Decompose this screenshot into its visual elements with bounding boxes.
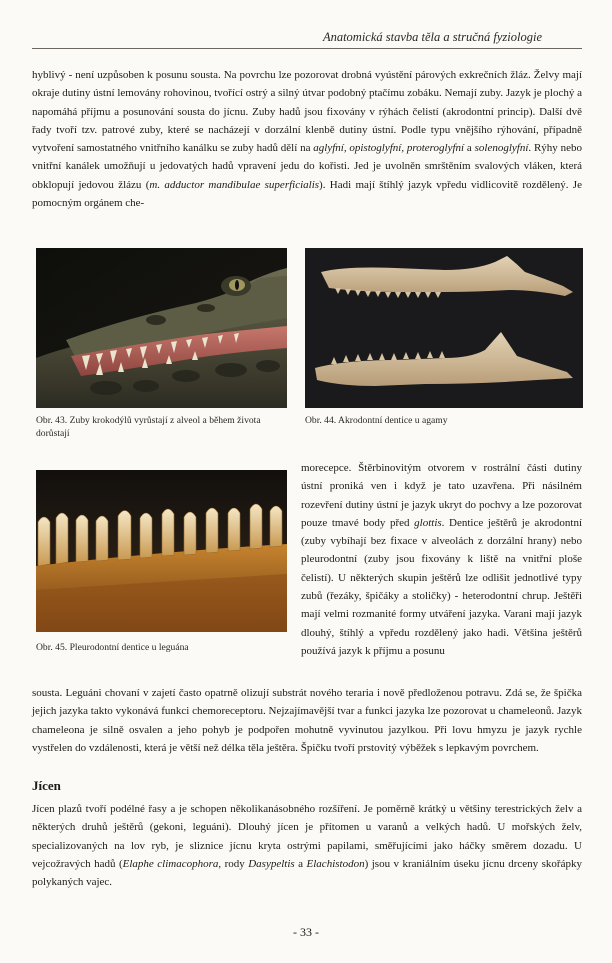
paragraph-leguani: sousta. Leguáni chovaní v zajetí často opatrně olizují substrát nového teraria i nově předloženou potravu. Zdá se, že špička jejich jazyka takto vykonává funkci chemoreceptoru. Nejzajímavější tvar a funkci jazyka lze pozorovat u chameleonů. Jazyk chameleona je silně osvalen a jeho pohyb je podpořen mohutně vyvinutou jazylkou. Při lovu hmyzu je jazyk rychle vystřelen do vzdálenosti, která je větší než délka těla ještěra. Špičku tvoří prstovitý výběžek s lepkavým povrchem. [32, 687, 582, 754]
crocodile-teeth-photo [36, 248, 287, 408]
paragraph-teeth: hyblivý - není uzpůsoben k posunu sousta. Na povrchu lze pozorovat drobná vyústění párových exkrečních žláz. Želvy mají okraje dutiny ústní lemovány rohovinou, tvořící ostrý a silný útvar podobný ptačímu zobáku. Nemají zuby. Jazyk je plochý a napomáhá příjmu a posunování sousta do jícnu. Zuby hadů jsou fixovány v rýhách čelistí (akrodontní princip). Další dvě řady tvoří tzv. patrové zuby, které se nacházejí v dorzální klenbě dutiny ústní. Podle typu vnějšího rýhování, případně vytvoření samostatného vnitřního kanálku se zuby hadů dělí na aglyfní, opistoglyfní, proteroglyfní a solenoglyfní. Rýhy nebo vnitřní kanálek umožňují u jedovatých hadů vpravení jedu do kořisti. Jed je uvolněn smrštěním svalových vláken, která obklopují jedovou žlázu (m. adductor mandibulae superficialis). Hadi mají štíhlý jazyk vpředu vidlicovitě rozdělený. Je pomocným orgánem che- [32, 69, 582, 210]
agama-jaw-photo [305, 248, 583, 408]
paragraph-jicen: Jícen plazů tvoří podélné řasy a je schopen několikanásobného rozšíření. Je poměrně krátký u většiny terestrických želv a některých druhů ještěrů (gekoni, leguáni). Dlouhý jícen je přítomen u varanů a velkých hadů. U mořských želv, specializovaných na lov ryb, je sliznice jícnu kryta ostrými papilami, směřujícími jako háčky směrem dozadu. U vejcožravých hadů (Elaphe climacophora, rody Dasypeltis a Elachistodon) jsou v kraniálním úseku jícnu drceny skořápky polykaných vajec. [32, 803, 582, 889]
paragraph-jazyk: morecepce. Štěrbinovitým otvorem v rostrální části dutiny ústní proniká ven i když je tato uzavřena. Při násilném rozevření dutiny ústní je jazyk ukryt do pochvy a lze pozorovat pouze tmavé body před glottis. Dentice ještěrů je akrodontní (zuby vybíhají bez fixace v alveolách z dorzální hrany) nebo pleurodontní (zuby jsou fixovány k liště na vnitřní ploše čelistí). U některých skupin ještěrů lze odlišit jednotlivé typy zubů (řezáky, špičáky a stoličky) - heterodontní chrup. Ještěři mají velmi rozmanité formy utváření jazyka. Varani mají jazyk dlouhý, štíhlý a vpředu rozdělený jako hadi. Většina ještěrů používá jazyk k příjmu a posunu [301, 462, 583, 657]
header-title: Anatomická stavba těla a stručná fyziologie [322, 30, 542, 44]
page-number: - 33 - [293, 925, 319, 939]
running-header [32, 24, 582, 49]
iguana-teeth-photo [36, 470, 287, 632]
section-heading-jicen: Jícen [32, 778, 61, 793]
figure-44-caption: Obr. 44. Akrodontní dentice u agamy [305, 415, 448, 426]
figure-45-caption: Obr. 45. Pleurodontní dentice u leguána [36, 642, 189, 653]
figure-43-caption: Obr. 43. Zuby krokodýlů vyrůstají z alveol a během života dorůstají [36, 415, 261, 439]
